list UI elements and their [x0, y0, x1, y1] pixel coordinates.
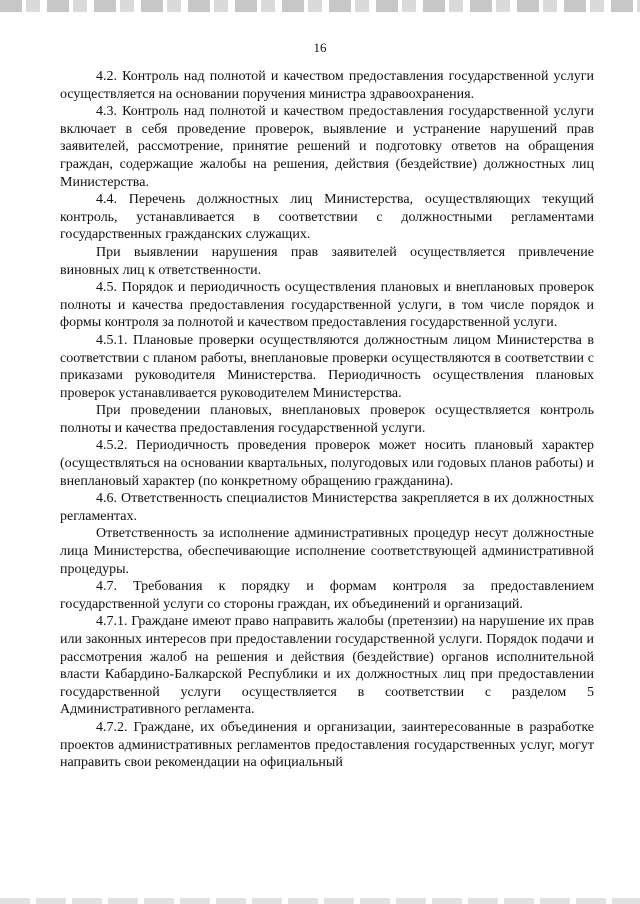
paragraph-4-2: 4.2. Контроль над полнотой и качеством предоставления государственной услуги осуществляется на основании поручения министра здравоохранения. [60, 69, 594, 102]
paragraph-inspections-control: При проведении плановых, внеплановых проверок осуществляется контроль полноты и качества предоставления государственной услуги. [60, 403, 594, 436]
paragraph-4-7-1: 4.7.1. Граждане имеют право направить жалобы (претензии) на нарушение их прав или законных интересов при предоставлении государственной услуги. Порядок подачи и рассмотрения жалоб на решения и действия (бездействие) органов исполнительной власти Кабардино-Балкарской Республики и их должностных лиц при предоставлении государственной услуги осуществляется в соответствии с разделом 5 Административного регламента. [60, 614, 594, 718]
paragraph-4-5-2: 4.5.2. Периодичность проведения проверок может носить плановый характер (осуществляться на основании квартальных, полугодовых или годовых планов работы) и внеплановый характер (по конкретному обращению гражданина). [60, 438, 594, 489]
scan-artifact-top [0, 0, 640, 12]
document-body [60, 68, 594, 772]
paragraph-4-7: 4.7. Требования к порядку и формам контроля за предоставлением государственной услуги со стороны граждан, их объединений и организаций. [60, 579, 594, 612]
paragraph-4-5-1: 4.5.1. Плановые проверки осуществляются должностным лицом Министерства в соответствии с планом работы, внеплановые проверки осуществляются в соответствии с приказами руководителя Министерства. Периодичность осуществления плановых проверок устанавливается руководителем Министерства. [60, 332, 594, 401]
paragraph-4-6: 4.6. Ответственность специалистов Министерства закрепляется в их должностных регламентах. [60, 491, 594, 524]
paragraph-4-4: 4.4. Перечень должностных лиц Министерства, осуществляющих текущий контроль, устанавливается в соответствии с должностными регламентами государственных гражданских служащих. [60, 192, 594, 243]
paragraph-4-7-2: 4.7.2. Граждане, их объединения и организации, заинтересованные в разработке проектов административных регламентов предоставления государственных услуг, могут направить свои рекомендации на официальный [60, 719, 594, 771]
page-number: 16 [313, 40, 327, 55]
paragraph-violations: При выявлении нарушения прав заявителей осуществляется привлечение виновных лиц к ответственности. [60, 244, 594, 278]
paragraph-4-3: 4.3. Контроль над полнотой и качеством предоставления государственной услуги включает в себя проведение проверок, выявление и устранение нарушений прав заявителей, рассмотрение, принятие решений и подготовку ответов на обращения граждан, содержащие жалобы на решения, действия (бездействие) должностных лиц Министерства. [60, 104, 594, 190]
scan-artifact-bottom [0, 898, 640, 904]
paragraph-responsibility: Ответственность за исполнение административных процедур несут должностные лица Министерства, обеспечивающие исполнение соответствующей административной процедуры. [60, 526, 594, 577]
paragraph-4-5: 4.5. Порядок и периодичность осуществления плановых и внеплановых проверок полноты и качества предоставления государственной услуги, в том числе порядок и формы контроля за полнотой и качеством предоставления государственной услуги. [60, 280, 594, 331]
